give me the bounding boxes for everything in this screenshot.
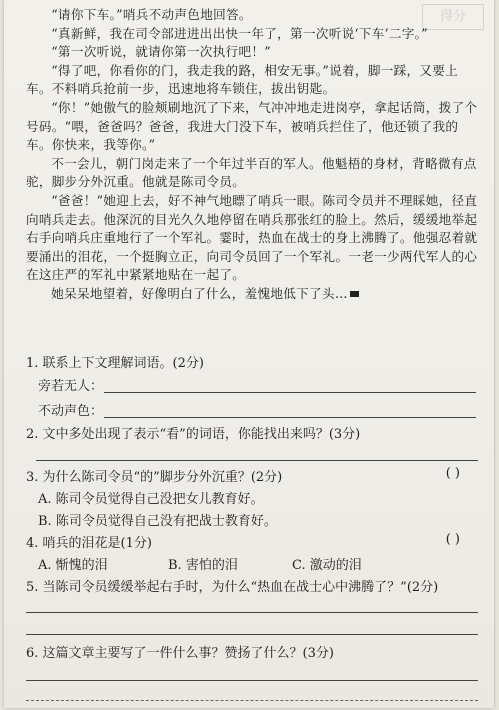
passage-last-text: 她呆呆地望着，好像明白了什么，羞愧地低下了头…	[51, 285, 348, 301]
passage-paragraph: “第一次听说，就请你第一次执行吧！”	[51, 44, 271, 60]
passage-paragraph: 不一会儿，朝门岗走来了一个年过半百的军人。他魁梧的身材，背略微有点驼，脚步分外沉重。他就是陈司令员。	[26, 155, 477, 190]
answer-paren-4[interactable]: ( )	[445, 532, 460, 547]
question-5: 5. 当陈司令员缓缓举起右手时，为什么“热血在战士心中沸腾了？”(2分)	[26, 580, 439, 595]
question-4-option-c: C. 激动的泪	[292, 558, 362, 573]
question-1b-label: 不动声色：	[38, 404, 104, 419]
worksheet-page	[4, 0, 494, 708]
question-3-option-b: B. 陈司令员觉得自己没有把战士教育好。	[38, 514, 277, 529]
answer-line-6b[interactable]	[26, 700, 478, 701]
answer-paren-3[interactable]: ( )	[445, 466, 460, 481]
ink-blot-mark	[350, 291, 359, 297]
passage-paragraph: “爸爸！”她迎上去，好不神气地瞟了哨兵一眼。陈司令员并不理睬她，径直向哨兵走去。他深沉的目光久久地停留在哨兵那张红的脸上。然后，缓缓地举起右手向哨兵庄重地行了一个军礼。霎时，热血在战士的身上沸腾了。他强忍着就要涌出的泪花，一个挺胸立正，向司令员回了一个军礼。一老一少两代军人的心在这庄严的军礼中紧紧地贴在一起了。	[26, 192, 478, 283]
reading-passage	[26, 6, 482, 304]
bleed-through-label: 得分	[439, 9, 466, 24]
passage-paragraph-last	[26, 285, 482, 304]
passage-paragraph: “请你下车。”哨兵不动声色地回答。	[51, 7, 252, 22]
question-4-option-a: A. 惭愧的泪	[38, 558, 108, 573]
passage-paragraph: “你！”她傲气的脸颊刷地沉了下来，气冲冲地走进岗亭，拿起话筒，拨了个号码。“喂，爸爸吗？爸爸，我进大门没下车，被哨兵拦住了，他还锁了我的车。你快来，我等你。”	[26, 99, 478, 153]
question-6: 6. 这篇文章主要写了一件什么事？赞扬了什么？(3分)	[26, 646, 334, 661]
answer-line-2[interactable]	[36, 460, 478, 461]
question-2: 2. 文中多处出现了表示“看”的词语，你能找出来吗？(3分)	[26, 427, 361, 442]
answer-line-1b[interactable]	[104, 417, 476, 418]
question-1a-label: 旁若无人：	[38, 379, 104, 394]
question-4: 4. 哨兵的泪花是(1分)	[26, 536, 152, 551]
answer-line-6a[interactable]	[26, 680, 478, 681]
answer-line-5a[interactable]	[26, 612, 478, 613]
answer-line-1a[interactable]	[104, 392, 476, 393]
passage-paragraph: “真新鲜，我在司令部进进出出快一年了，第一次听说‘下车’二字。”	[51, 25, 428, 41]
passage-paragraph: “得了吧，你看你的门，我走我的路，相安无事。”说着，脚一踩，又要上车。不料哨兵抢前一步，迅速地将车锁住，拔出钥匙。	[26, 62, 459, 97]
question-3-option-a: A. 陈司令员觉得自己没把女儿教育好。	[38, 492, 264, 507]
question-1: 1. 联系上下文理解词语。(2分)	[26, 356, 204, 371]
answer-line-5b[interactable]	[26, 634, 478, 635]
question-3: 3. 为什么陈司令员“的”脚步分外沉重？(2分)	[26, 470, 283, 485]
question-4-option-b: B. 害怕的泪	[168, 558, 238, 573]
